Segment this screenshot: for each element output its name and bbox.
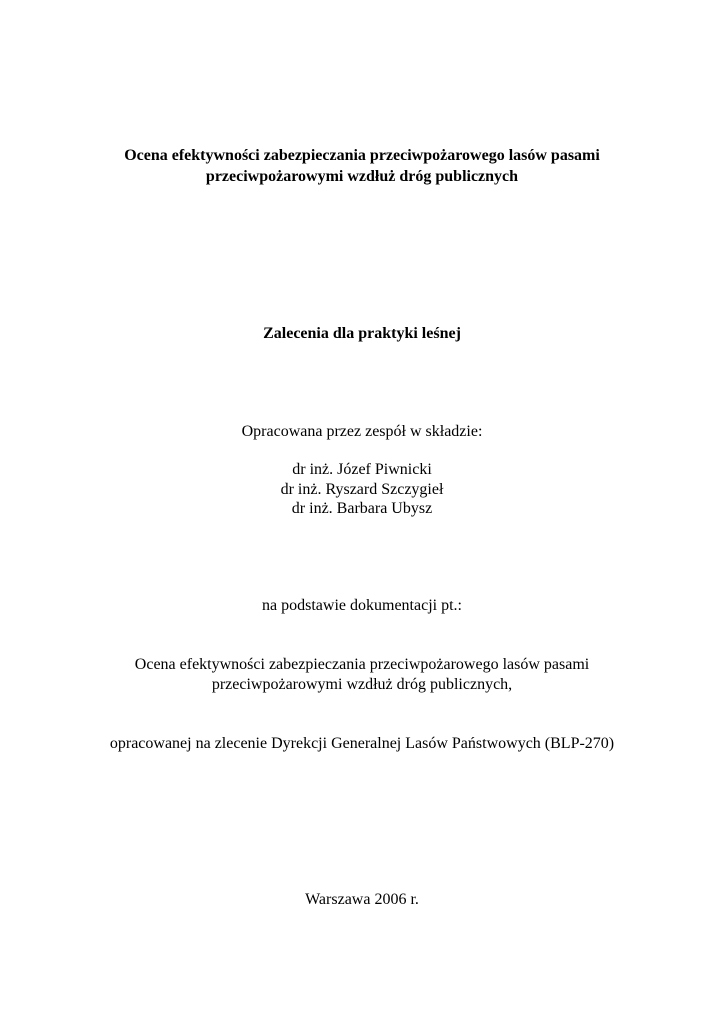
doc-title-line-2: przeciwpożarowymi wzdłuż dróg publicznych, <box>211 676 513 693</box>
commission-line: opracowanej na zlecenie Dyrekcji Generalnej Lasów Państwowych (BLP-270) <box>109 735 615 752</box>
title-line-2: przeciwpożarowymi wzdłuż dróg publicznych <box>205 168 519 185</box>
basis-intro: na podstawie dokumentacji pt.: <box>262 597 462 614</box>
doc-title-line-1: Ocena efektywności zabezpieczania przeciwpożarowego lasów pasami <box>134 656 590 673</box>
team-intro: Opracowana przez zespół w składzie: <box>241 423 483 440</box>
place-date: Warszawa 2006 r. <box>305 891 419 908</box>
author-1: dr inż. Józef Piwnicki <box>292 461 432 478</box>
author-3: dr inż. Barbara Ubysz <box>291 500 433 517</box>
subtitle: Zalecenia dla praktyki leśnej <box>263 325 461 342</box>
author-2: dr inż. Ryszard Szczygieł <box>280 481 444 498</box>
title-line-1: Ocena efektywności zabezpieczania przeciwpożarowego lasów pasami <box>124 147 600 164</box>
